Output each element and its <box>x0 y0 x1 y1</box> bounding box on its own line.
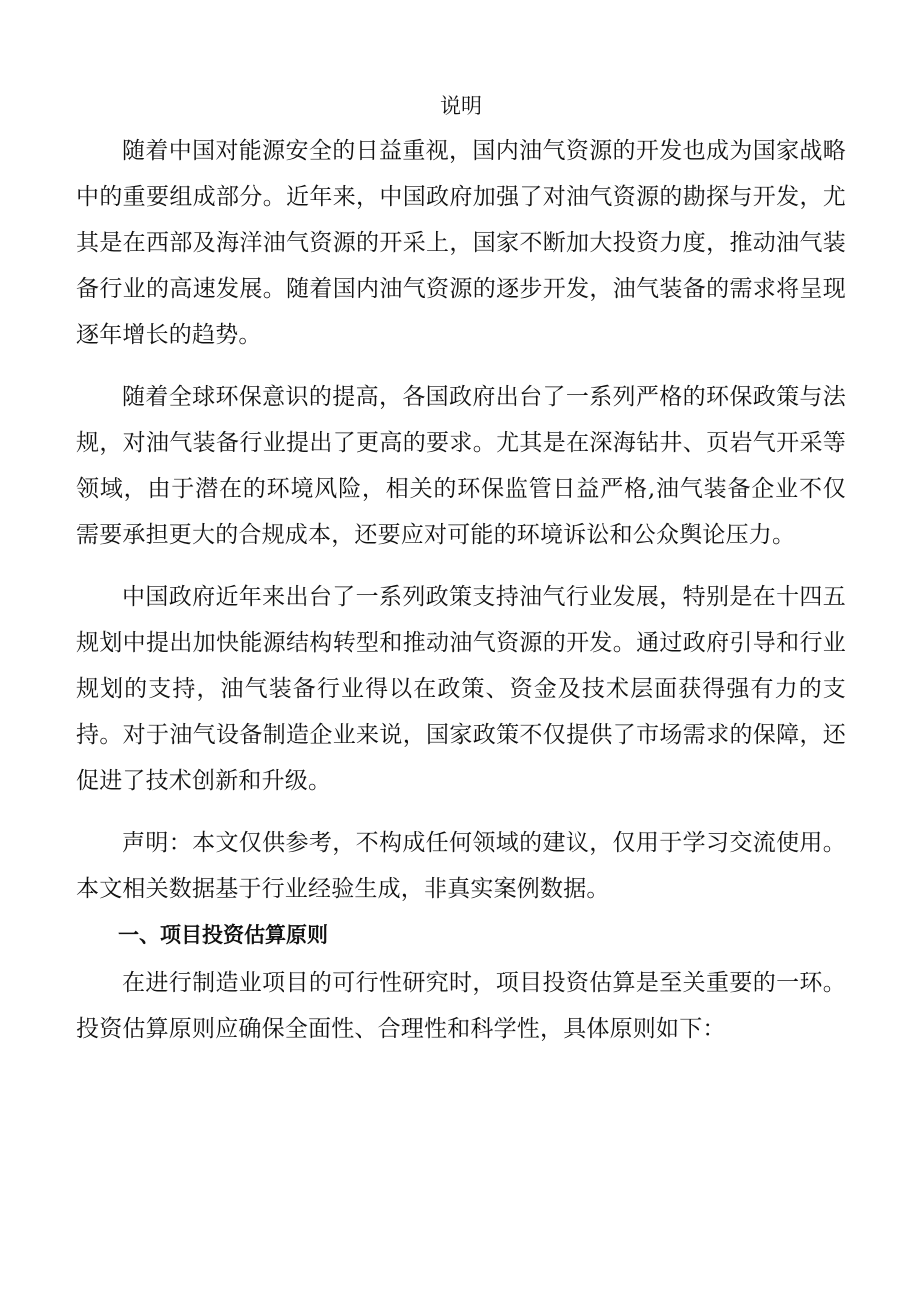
paragraph-government-support: 中国政府近年来出台了一系列政策支持油气行业发展，特别是在十四五规划中提出加快能源结构转型和推动油气资源的开发。通过政府引导和行业规划的支持，油气装备行业得以在政策、资金及技术层面获得强有力的支持。对于油气设备制造企业来说，国家政策不仅提供了市场需求的保障，还促进了技术创新和升级。 <box>76 584 846 794</box>
paragraph-environmental-policy: 随着全球环保意识的提高，各国政府出台了一系列严格的环保政策与法规，对油气装备行业提出了更高的要求。尤其是在深海钻井、页岩气开采等领域，由于潜在的环境风险，相关的环保监管日益严格,油气装备企业不仅需要承担更大的合规成本，还要应对可能的环境诉讼和公众舆论压力。 <box>76 384 846 548</box>
paragraph-gap <box>76 804 846 820</box>
paragraph-investment-principles: 在进行制造业项目的可行性研究时，项目投资估算是至关重要的一环。投资估算原则应确保全面性、合理性和科学性，具体原则如下： <box>76 970 846 1042</box>
document-page <box>76 88 846 1052</box>
document-title: 说明 <box>440 94 482 118</box>
paragraph-energy-security: 随着中国对能源安全的日益重视，国内油气资源的开发也成为国家战略中的重要组成部分。近年来，中国政府加强了对油气资源的勘探与开发，尤其是在西部及海洋油气资源的开采上，国家不断加大投资力度，推动油气装备行业的高速发展。随着国内油气资源的逐步开发，油气装备的需求将呈现逐年增长的趋势。 <box>76 138 846 348</box>
paragraph-gap <box>76 558 846 574</box>
paragraph-gap <box>76 358 846 374</box>
section-heading: 一、项目投资估算原则 <box>118 923 328 947</box>
paragraph-disclaimer: 声明：本文仅供参考，不构成任何领域的建议，仅用于学习交流使用。本文相关数据基于行业经验生成，非真实案例数据。 <box>76 830 846 902</box>
